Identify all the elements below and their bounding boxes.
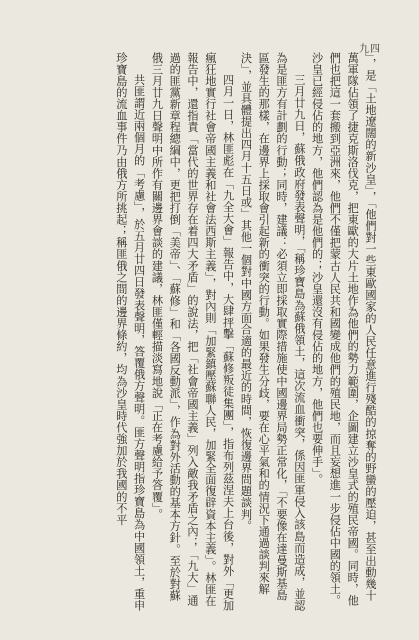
paragraph-4: 共匪謂近兩個月的「考慮」，於五月廿四日發表聲明，答覆俄方聲明。匪方聲明指珍寶島為中國領土，重申珍寶島的流血事件乃由俄方所挑起；稱匪俄之間的邊界條約，均為沙皇時代強加於我國的不平: [114, 52, 146, 612]
paragraph-1: 」，是「土地遼闊的新沙皇」，「他們對一些東歐國家的人民任意進行殘酷的掠奪的野蠻的壓迫，甚至出動幾十萬軍隊佔領了捷克斯洛伐克，把東歐的大片土地作為他們的勢力範圍，企圖建立沙皇式的殖民帝國。同時，他們也把這一套搬到亞洲來，他們不僅把蒙古人民共和國變成他們的殖民地，而且妄想進一步侵佔中國的領土。沙皇已經侵佔的地方，他們認為是他們的；沙皇還沒有侵佔的地方，他們也要伸手」。: [310, 52, 377, 607]
paragraph-2: 三月廿九日，蘇俄政府發表聲明，「稱珍寶島為蘇俄領土，這次流血衝突，係因匪軍侵入該島而造成，並認為是匪方有計劃的行動；同時，建議：必須立即採取實際措施使中國邊界局勢正常化，「不要像在達曼斯基島區發生的那樣，在邊界上採取會引起新的衝突的行動。如果發生分歧，要在心平氣和的情況下通過談判來解決」，並具體提出四月十五日或」其他一個對中國方面合適的最近的時間，恢復邊界問題談判。: [239, 52, 306, 612]
page-number: 九四: [359, 44, 381, 55]
paragraph-3: 四月一日，林匪彪在「九全大會」報告中，大肆抨擊「蘇修叛徒集團」，指布列茲涅夫上台後，對外「更加瘋狂地實行社會帝國主義和社會法西斯主義」，對內則「加緊鎮壓蘇聯人民，加緊全面復辟資本主義」。林匪在報告中，還指責「當代的世界存在着四大矛盾」的說法，把「社會帝國主義」列入敵我矛盾之內；「九大」通過的匪黨新章程總綱中，更把打倒「美帝」、「蘇修」和「各國反動派」，作為對外活動的基本方針。至於對蘇俄三月廿九日聲明中所作有關邊界會談的建議，林匪僅輕描淡寫地說「正在考慮給予答覆」。: [150, 52, 235, 612]
vertical-text-body: [39, 52, 379, 612]
